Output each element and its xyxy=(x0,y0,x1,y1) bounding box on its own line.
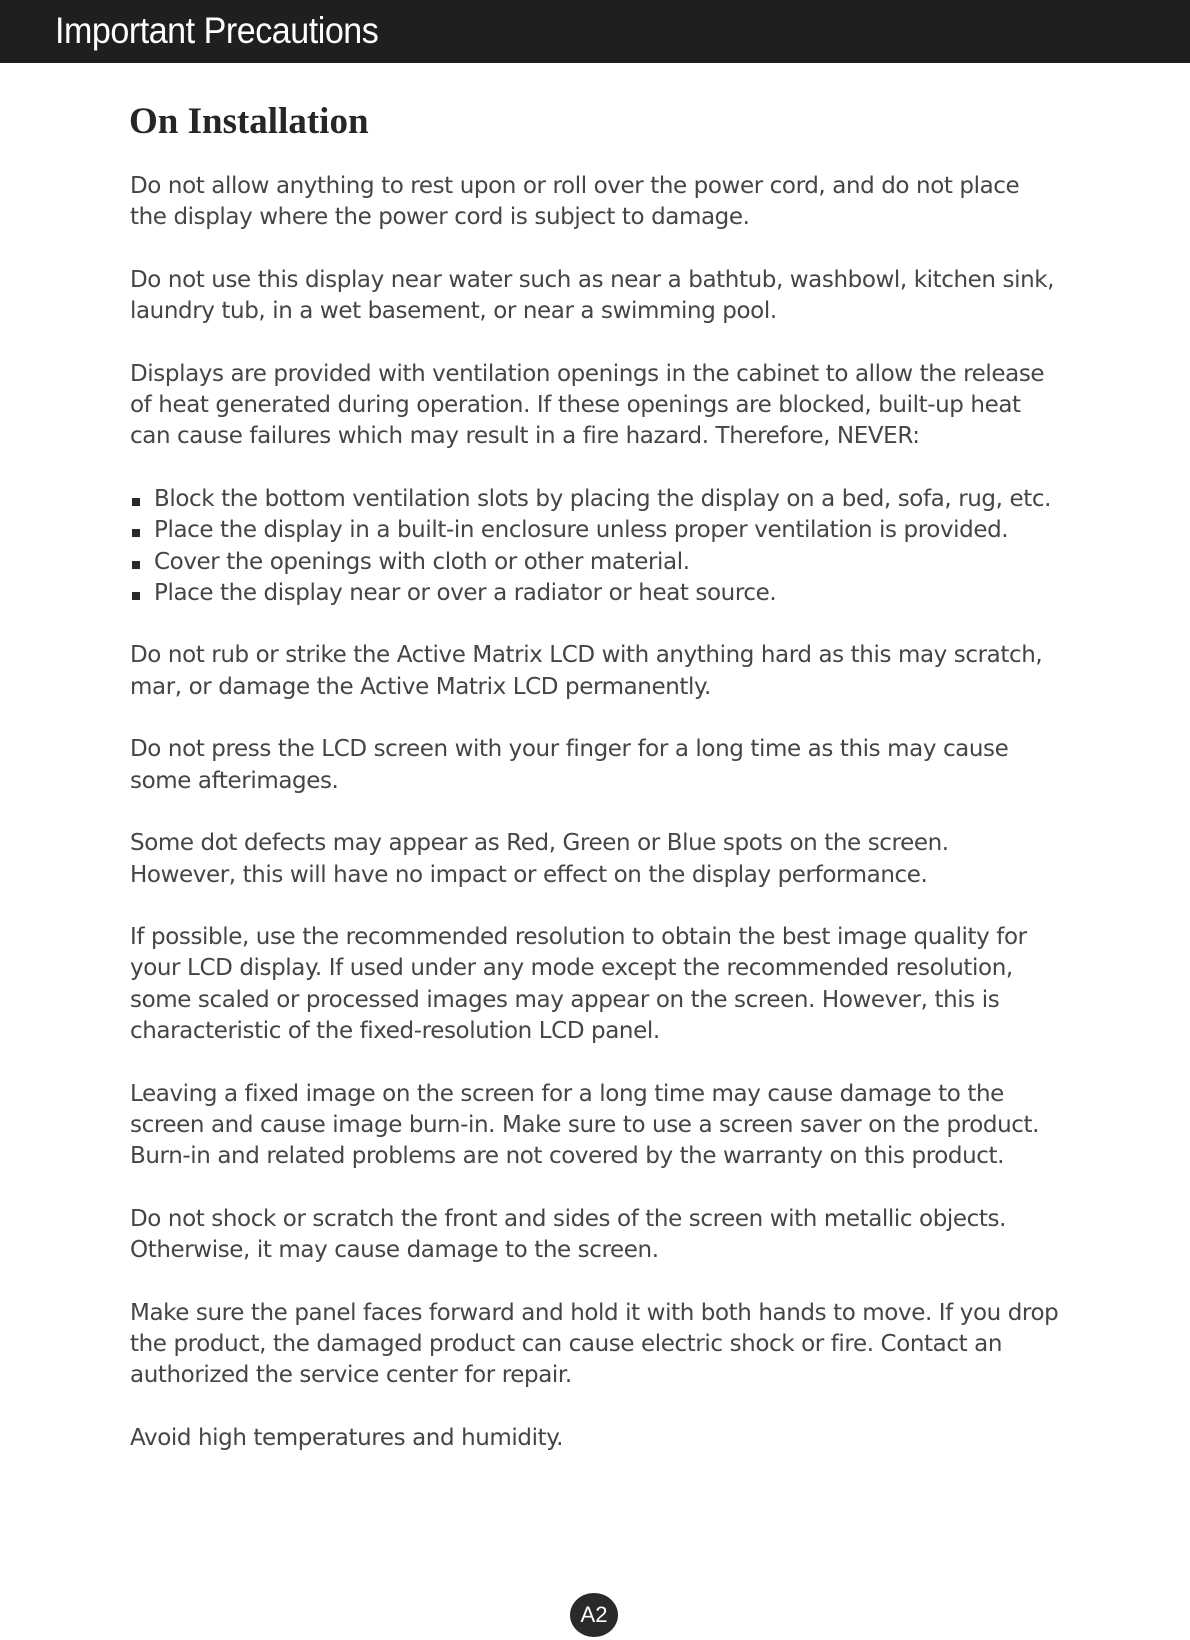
paragraph-water: Do not use this display near water such as near a bathtub, washbowl, kitchen sink, laundry tub, in a wet basement, or near a swimming pool. xyxy=(130,266,1055,325)
page-number-badge: A2 xyxy=(570,1593,618,1637)
list-item-text: Place the display in a built-in enclosure unless proper ventilation is provided. xyxy=(154,517,1009,544)
paragraph-burn-in: Leaving a fixed image on the screen for a long time may cause damage to the screen and cause image burn-in. Make sure to use a screen saver on the product. Burn-in and related problems are not covered by the warranty on this product. xyxy=(130,1080,1040,1170)
paragraph-metallic-objects: Do not shock or scratch the front and sides of the screen with metallic objects. Otherwise, it may cause damage to the screen. xyxy=(130,1205,1007,1264)
paragraph-resolution: If possible, use the recommended resolution to obtain the best image quality for your LCD display. If used under any mode except the recommended resolution, some scaled or processed images may appear on the screen. However, this is characteristic of the fixed-resolution LCD panel. xyxy=(130,924,1027,1045)
never-list xyxy=(130,484,1060,609)
paragraph-handling: Make sure the panel faces forward and hold it with both hands to move. If you drop the product, the damaged product can cause electric shock or fire. Contact an authorized the service center for repair. xyxy=(130,1299,1059,1389)
list-item-text: Cover the openings with cloth or other material. xyxy=(154,548,690,575)
list-item-text: Block the bottom ventilation slots by placing the display on a bed, sofa, rug, etc. xyxy=(154,485,1051,512)
header-bar xyxy=(0,0,1190,63)
paragraph-dot-defects: Some dot defects may appear as Red, Green or Blue spots on the screen. However, this will have no impact or effect on the display performance. xyxy=(130,830,949,888)
header-title: Important Precautions xyxy=(55,10,379,51)
square-bullet-icon xyxy=(132,561,140,569)
square-bullet-icon xyxy=(132,529,140,537)
paragraph-afterimages: Do not press the LCD screen with your finger for a long time as this may cause some afterimages. xyxy=(130,736,1009,794)
list-item xyxy=(130,484,1060,515)
paragraph-temperature: Avoid high temperatures and humidity. xyxy=(130,1424,564,1451)
square-bullet-icon xyxy=(132,498,140,506)
document-body xyxy=(130,171,1060,1485)
paragraph-active-matrix: Do not rub or strike the Active Matrix LCD with anything hard as this may scratch, mar, or damage the Active Matrix LCD permanently. xyxy=(130,642,1043,700)
square-bullet-icon xyxy=(132,592,140,600)
list-item xyxy=(130,547,1060,578)
list-item-text: Place the display near or over a radiator or heat source. xyxy=(154,579,777,606)
section-title: On Installation xyxy=(129,101,369,142)
list-item xyxy=(130,515,1060,546)
paragraph-ventilation: Displays are provided with ventilation openings in the cabinet to allow the release of heat generated during operation. If these openings are blocked, built-up heat can cause failures which may result in a fire hazard. Therefore, NEVER: xyxy=(130,360,1045,450)
list-item xyxy=(130,578,1060,609)
paragraph-power-cord: Do not allow anything to rest upon or roll over the power cord, and do not place the display where the power cord is subject to damage. xyxy=(130,173,1020,231)
